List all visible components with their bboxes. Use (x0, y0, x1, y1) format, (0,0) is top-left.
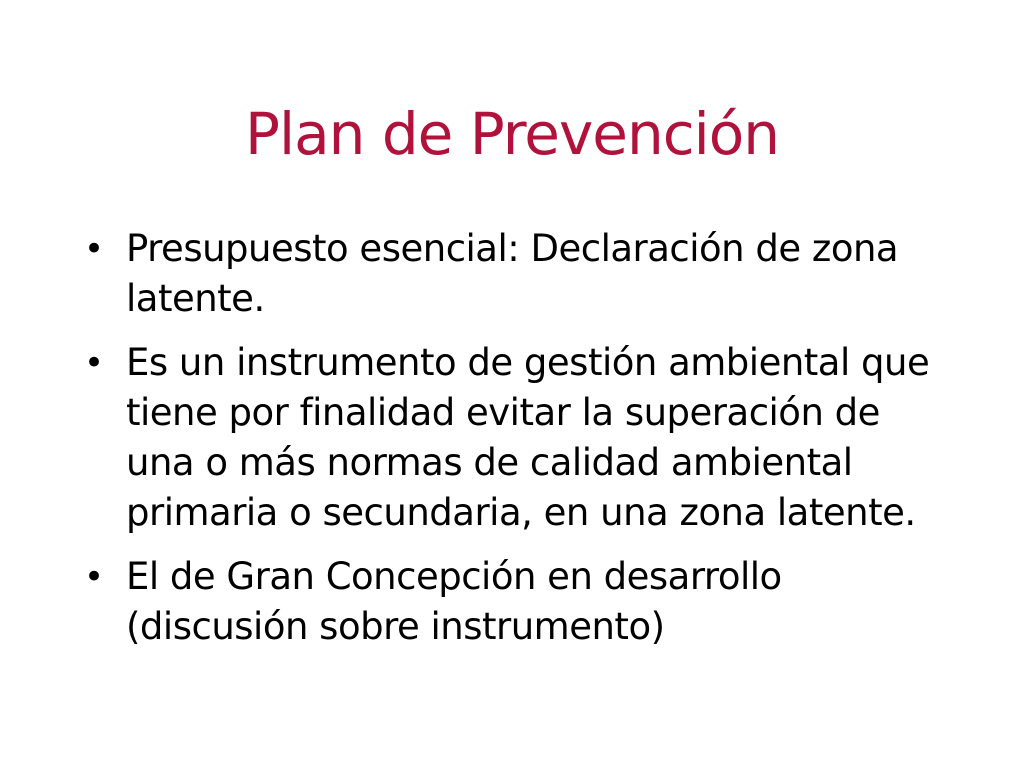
bullet-text: Presupuesto esencial: Declaración de zona latente. (126, 227, 899, 320)
bullet-icon: • (84, 229, 105, 269)
bullet-item (84, 338, 944, 538)
bullet-text: Es un instrumento de gestión ambiental que tiene por finalidad evitar la superación de una o más normas de calidad ambiental primaria o secundaria, en una zona latente. (126, 341, 930, 534)
bullet-icon: • (84, 557, 105, 597)
bullet-icon: • (84, 343, 105, 383)
bullet-item (84, 552, 944, 652)
bullet-item (84, 224, 944, 324)
bullet-list (84, 224, 944, 666)
bullet-text: El de Gran Concepción en desarrollo (discusión sobre instrumento) (126, 555, 782, 648)
slide-title: Plan de Prevención (245, 100, 779, 168)
